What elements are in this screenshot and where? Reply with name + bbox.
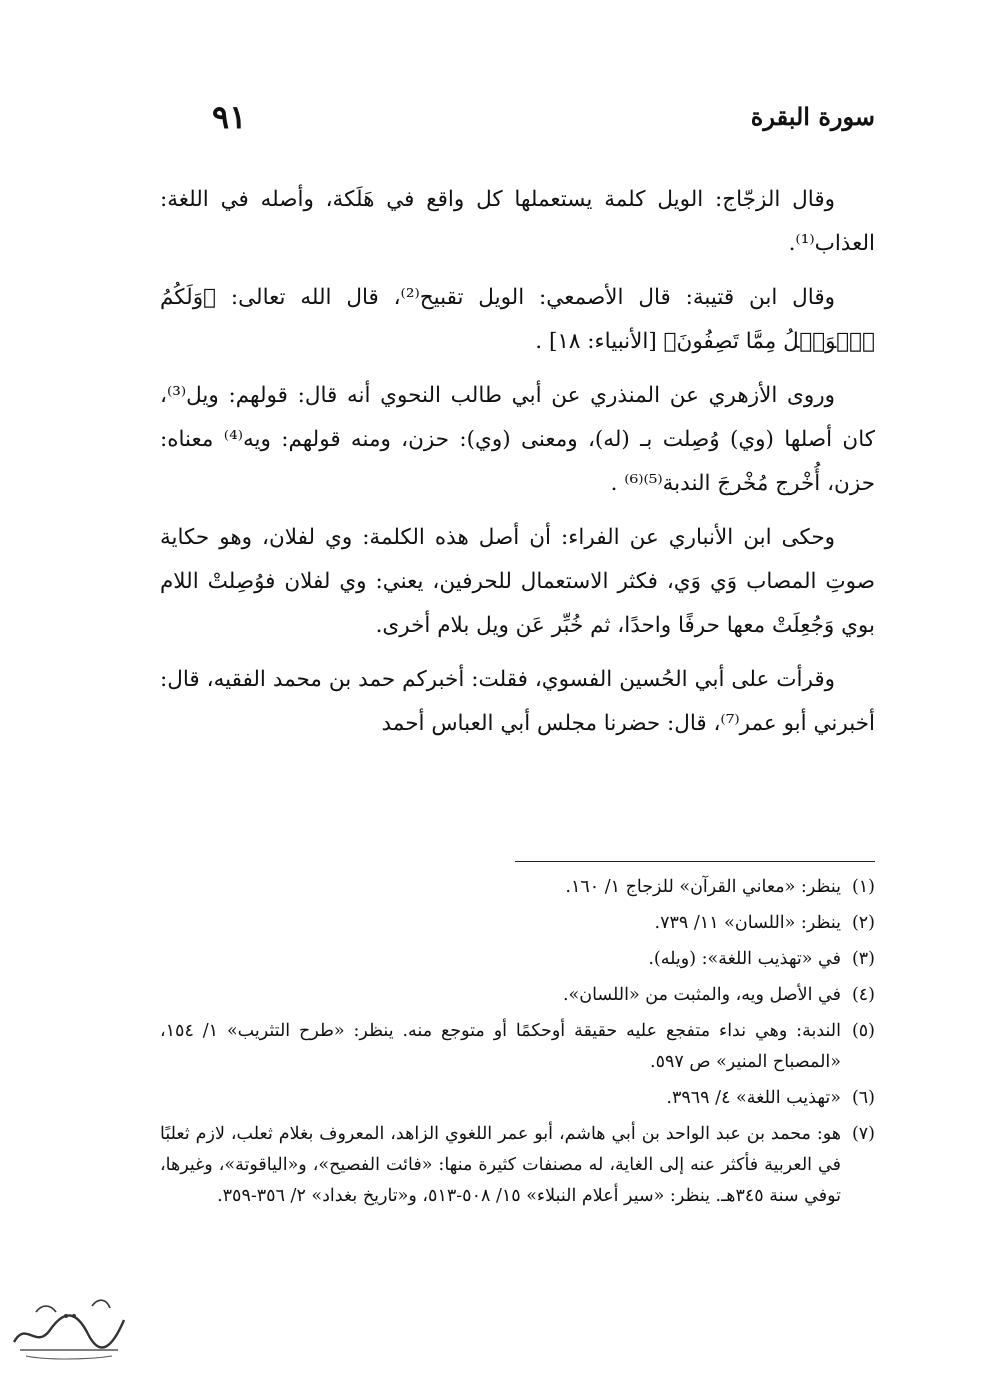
footnote-text: في الأصل ويه، والمثبت من «اللسان».	[562, 985, 841, 1005]
publisher-stamp-logo	[6, 1290, 132, 1362]
footnote-number: (٢)	[851, 913, 875, 933]
footnote-text: هو: محمد بن عبد الواحد بن أبي هاشم، أبو عمر اللغوي الزاهد، المعروف بغلام ثعلب، لازم ثعلبًا في العربية فأكثر عنه إلى الغاية، له مصنفات كثيرة منها: «فائت الفصيح»، و«الياقوتة»، وغيرها، توفي سنة ٣٤٥هـ. ينظر: «سير أعلام النبلاء» ١٥/ ٥٠٨-٥١٣، و«تاريخ بغداد» ٢/ ٣٥٦-٣٥٩.	[160, 1124, 841, 1206]
footnote-text: في «تهذيب اللغة»: (ويله).	[648, 949, 841, 969]
footnote-text: ينظر: «اللسان» ١١/ ٧٣٩.	[654, 913, 841, 933]
paragraph: وروى الأزهري عن المنذري عن أبي طالب النحوي أنه قال: قولهم: ويل⁽³⁾، كان أصلها (وي) وُصِلت بـ (له)، ومعنى (وي): حزن، ومنه قولهم: ويه⁽⁴⁾ معناه: حزن، أُخْرج مُخْرجَ الندبة⁽⁵⁾⁽⁶⁾ .	[160, 383, 875, 496]
paragraph: وقال الزجّاج: الويل كلمة يستعملها كل واقع في هَلَكة، وأصله في اللغة: العذاب⁽¹⁾.	[160, 187, 875, 256]
footnote	[160, 1016, 875, 1078]
page-number: ٩١	[212, 98, 247, 136]
footnote-number: (٥)	[851, 1021, 875, 1041]
footnote-divider	[515, 861, 875, 862]
footnote	[160, 1119, 875, 1212]
page-header	[160, 98, 875, 142]
footnote	[160, 872, 875, 903]
footnote	[160, 1083, 875, 1114]
footnote	[160, 980, 875, 1011]
footnote	[160, 944, 875, 975]
footnote-text: الندبة: وهي نداء متفجع عليه حقيقة أوحكمًا أو متوجع منه. ينظر: «طرح التثريب» ١/ ١٥٤، «المصباح المنير» ص ٥٩٧.	[160, 1021, 841, 1072]
paragraph: وحكى ابن الأنباري عن الفراء: أن أصل هذه الكلمة: وي لفلان، وهو حكاية صوتِ المصاب وَي وَي، فكثر الاستعمال للحرفين، يعني: وي لفلان فوُصِلتْ اللام بوي وَجُعِلَتْ معها حرفًا واحدًا، ثم خُبِّر عَن ويل بلام أخرى.	[160, 525, 875, 638]
footnotes	[160, 872, 875, 1217]
paragraph: وقال ابن قتيبة: قال الأصمعي: الويل تقبيح⁽²⁾، قال الله تعالى: ﴿وَلَكُمُ ٱلۡوَيۡلُ مِمَّا تَصِفُونَ﴾ [الأنبياء: ١٨] .	[160, 285, 875, 354]
footnote-text: ينظر: «معاني القرآن» للزجاج ١/ ١٦٠.	[565, 877, 841, 897]
footnote-number: (٤)	[851, 985, 875, 1005]
footnote-number: (٦)	[851, 1088, 875, 1108]
footnote-number: (٧)	[851, 1124, 875, 1144]
main-text	[160, 178, 875, 756]
surah-title: سورة البقرة	[750, 102, 875, 131]
paragraph: وقرأت على أبي الحُسين الفسوي، فقلت: أخبركم حمد بن محمد الفقيه، قال: أخبرني أبو عمر⁽⁷⁾، قال: حضرنا مجلس أبي العباس أحمد	[160, 667, 875, 736]
footnote-number: (١)	[851, 877, 875, 897]
footnote	[160, 908, 875, 939]
footnote-number: (٣)	[851, 949, 875, 969]
footnote-text: «تهذيب اللغة» ٤/ ٣٩٦٩.	[666, 1088, 841, 1108]
